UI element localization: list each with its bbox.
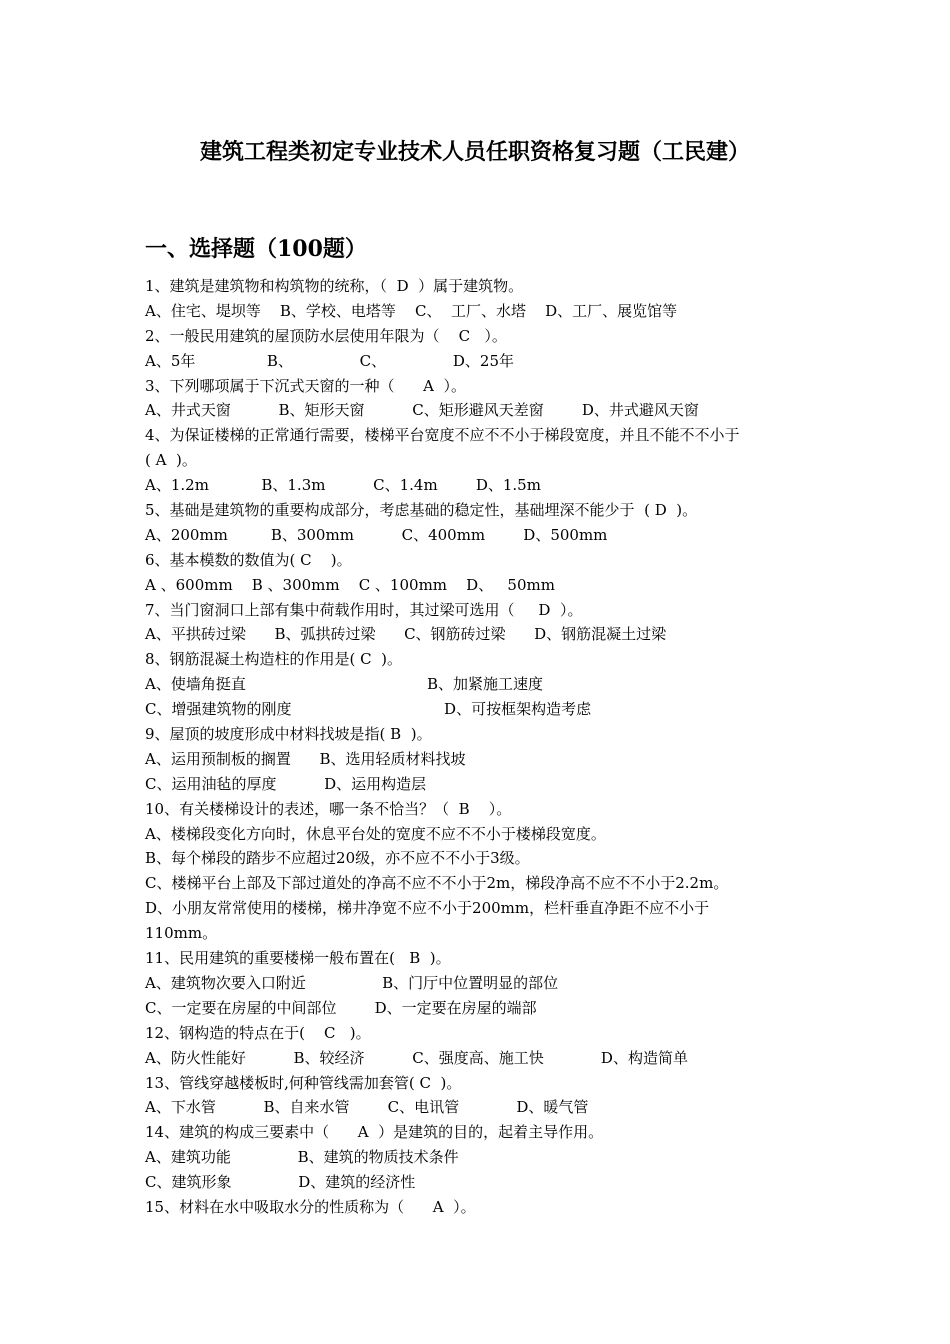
- question-line: 6、基本模数的数值为( C )。: [145, 550, 352, 569]
- question-line: C、建筑形象 D、建筑的经济性: [145, 1173, 416, 1192]
- question-line: A、楼梯段变化方向时，休息平台处的宽度不应不不小于楼梯段宽度。: [145, 824, 606, 843]
- question-line: C、运用油毡的厚度 D、运用构造层: [145, 774, 427, 793]
- question-line: A、建筑物次要入口附近 B、门厅中位置明显的部位: [145, 973, 559, 992]
- question-line: 9、屋顶的坡度形成中材料找坡是指( B )。: [145, 725, 432, 744]
- question-line: 8、钢筋混凝土构造柱的作用是( C )。: [145, 650, 403, 669]
- question-line: A、运用预制板的搁置 B、选用轻质材料找坡: [145, 749, 466, 768]
- question-line: A、1.2m B、1.3m C、1.4m D、1.5m: [145, 476, 541, 495]
- document-title: 建筑工程类初定专业技术人员任职资格复习题（工民建）: [199, 139, 750, 165]
- question-list: [145, 274, 825, 1220]
- question-line: C、一定要在房屋的中间部位 D、一定要在房屋的端部: [145, 998, 537, 1017]
- question-line: A、平拱砖过梁 B、弧拱砖过梁 C、钢筋砖过梁 D、钢筋混凝土过梁: [145, 625, 667, 644]
- question-line: 12、钢构造的特点在于( C )。: [145, 1023, 371, 1042]
- question-line: A、住宅、堤坝等 B、学校、电塔等 C、 工厂、水塔 D、工厂、展览馆等: [145, 301, 678, 320]
- question-line: A、建筑功能 B、建筑的物质技术条件: [145, 1148, 459, 1167]
- question-line: A 、600mm B 、300mm C 、100mm D、 50mm: [145, 575, 555, 594]
- question-line: 1、建筑是建筑物和构筑物的统称，（ D ）属于建筑物。: [145, 277, 524, 295]
- question-line: 110mm。: [145, 924, 218, 943]
- question-line: A、200mm B、300mm C、400mm D、500mm: [145, 525, 608, 544]
- section-heading: 一、选择题（100题）: [145, 236, 367, 262]
- question-line: A、下水管 B、自来水管 C、电讯管 D、暖气管: [145, 1098, 589, 1117]
- question-line: 13、管线穿越楼板时,何种管线需加套管( C )。: [145, 1073, 462, 1092]
- question-line: C、增强建筑物的刚度 D、可按框架构造考虑: [145, 700, 592, 719]
- question-line: A、5年 B、 C、 D、25年: [145, 351, 515, 370]
- question-line: 7、当门窗洞口上部有集中荷载作用时，其过梁可选用（ D ）。: [145, 600, 583, 619]
- question-line: 10、有关楼梯设计的表述，哪一条不恰当？（ B ）。: [145, 799, 512, 818]
- question-line: 5、基础是建筑物的重要构成部分，考虑基础的稳定性，基础埋深不能少于 ( D )。: [145, 501, 698, 520]
- question-line: 4、为保证楼梯的正常通行需要，楼梯平台宽度不应不不小于梯段宽度，并且不能不不小于: [145, 426, 740, 445]
- question-line: 11、民用建筑的重要楼梯一般布置在( B )。: [145, 949, 451, 968]
- question-line: D、小朋友常常使用的楼梯，梯井净宽不应不小于200mm，栏杆垂直净距不应不小于: [145, 899, 710, 918]
- question-line: 14、建筑的构成三要素中（ A ）是建筑的目的，起着主导作用。: [145, 1123, 604, 1142]
- question-line: 3、下列哪项属于下沉式天窗的一种（ A ）。: [145, 376, 467, 395]
- question-line: 2、一般民用建筑的屋顶防水层使用年限为（ C ）。: [145, 326, 507, 345]
- question-line: C、楼梯平台上部及下部过道处的净高不应不不小于2m，梯段净高不应不不小于2.2m。: [145, 874, 729, 893]
- question-line: A、井式天窗 B、矩形天窗 C、矩形避风天差窗 D、井式避风天窗: [145, 401, 699, 420]
- question-line: A、防火性能好 B、较经济 C、强度高、施工快 D、构造简单: [145, 1048, 688, 1067]
- question-line: B、每个梯段的踏步不应超过20级，亦不应不不小于3级。: [145, 849, 530, 868]
- question-line: A、使墙角挺直 B、加紧施工速度: [145, 675, 544, 694]
- question-line: ( A )。: [145, 451, 197, 470]
- question-line: 15、材料在水中吸取水分的性质称为（ A ）。: [145, 1197, 476, 1216]
